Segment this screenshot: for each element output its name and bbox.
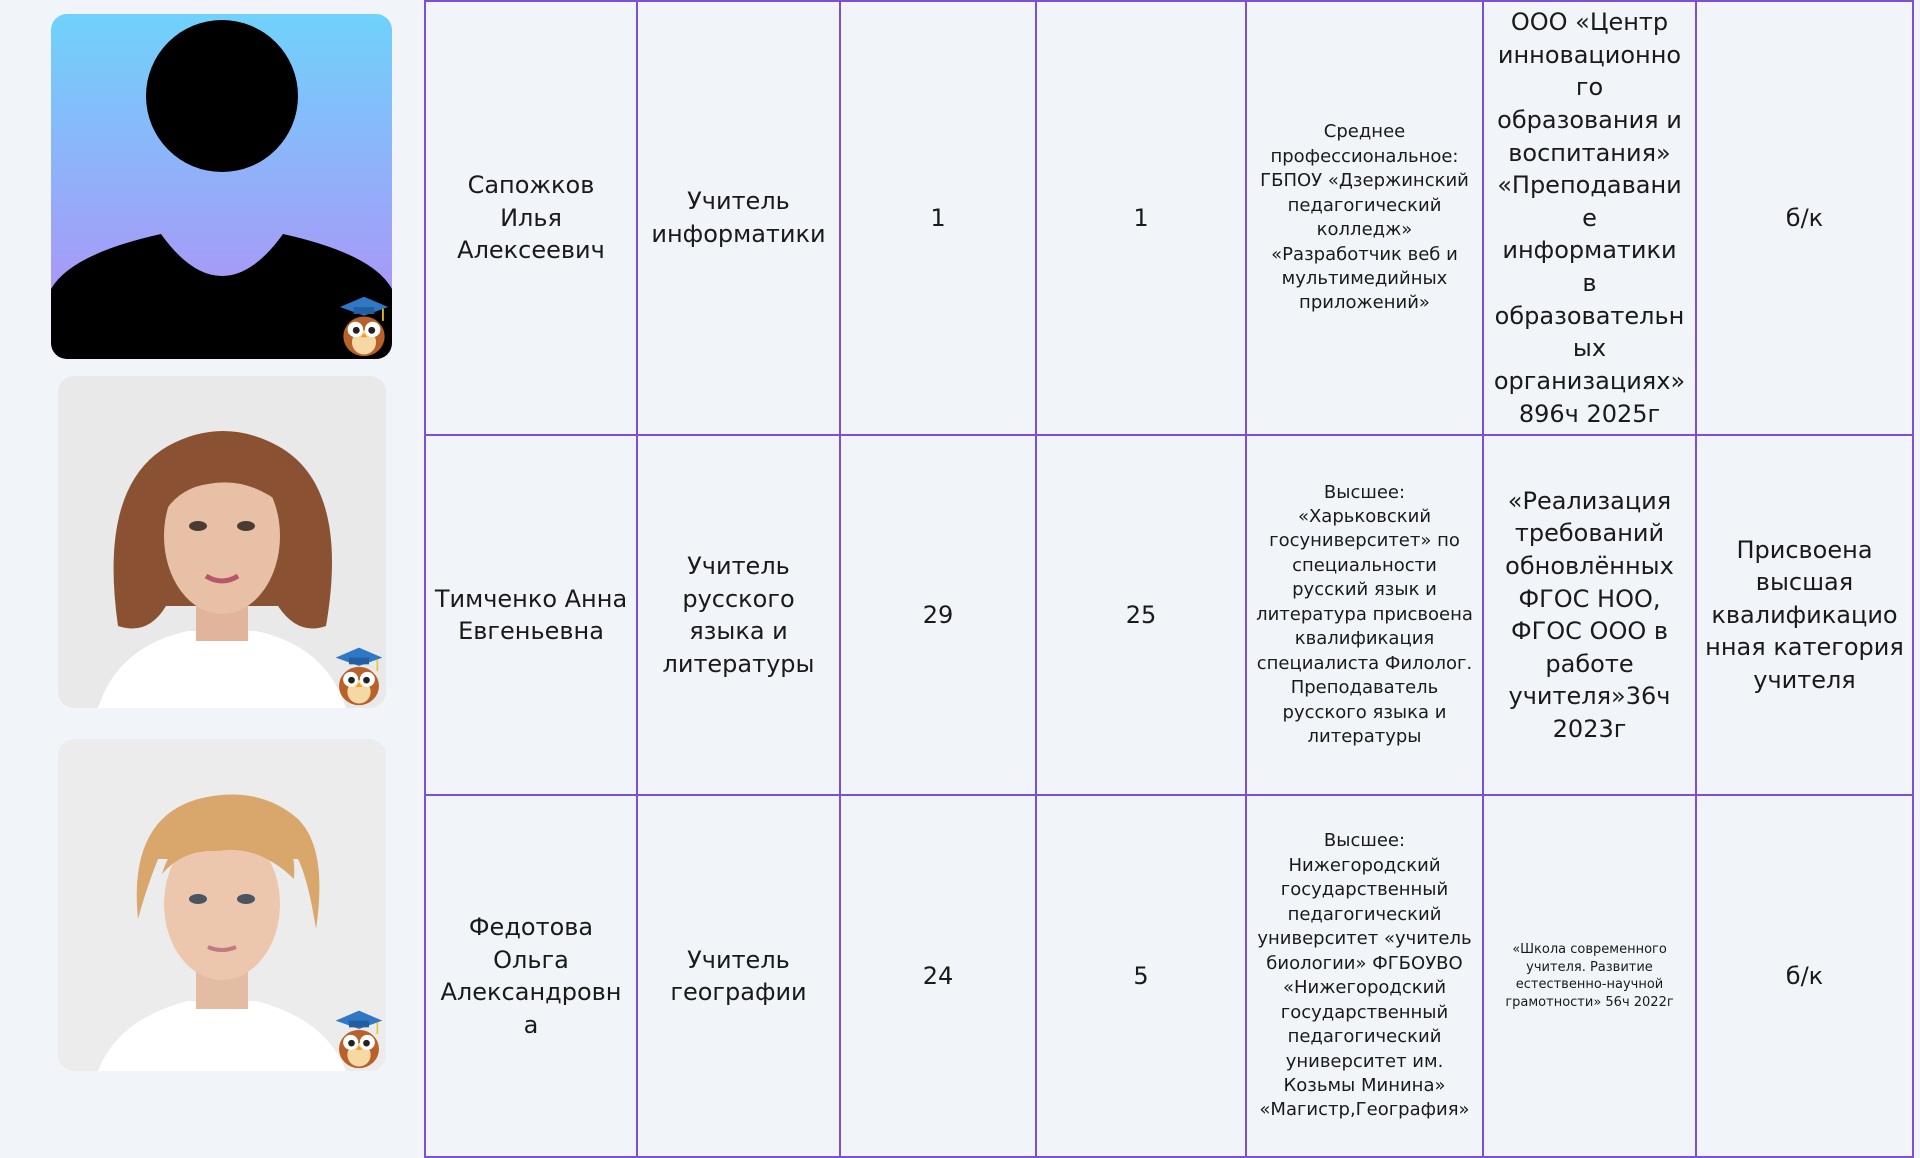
teacher-photo-3: [58, 739, 386, 1071]
table-row: [425, 1, 1913, 435]
total-experience: 1: [840, 1, 1036, 435]
category: б/к: [1696, 795, 1913, 1157]
courses: «Школа современного учителя. Развитие естественно-научной грамотности» 56ч 2022г: [1483, 795, 1696, 1157]
teaching-experience: 25: [1036, 435, 1246, 795]
total-experience: 24: [840, 795, 1036, 1157]
teacher-position: Учитель географии: [637, 795, 840, 1157]
owl-graduate-icon: [338, 295, 390, 357]
owl-graduate-icon: [334, 646, 384, 706]
courses: ООО «Центр инновационного образования и воспитания» «Преподавание информатики в образовательных организациях» 896ч 2025г: [1483, 1, 1696, 435]
teacher-position: Учитель информатики: [637, 1, 840, 435]
teacher-photo-2: [58, 376, 386, 708]
category: Присвоена высшая квалификационная категория учителя: [1696, 435, 1913, 795]
staff-table: [424, 0, 1914, 1158]
education: Среднее профессиональное: ГБПОУ «Дзержинский педагогический колледж» «Разработчик веб и мультимедийных приложений»: [1246, 1, 1483, 435]
teaching-experience: 1: [1036, 1, 1246, 435]
teacher-name: Федотова Ольга Александровна: [425, 795, 637, 1157]
table-row: [425, 795, 1913, 1157]
owl-graduate-icon: [334, 1009, 384, 1069]
table-row: [425, 435, 1913, 795]
category: б/к: [1696, 1, 1913, 435]
courses: «Реализация требований обновлённых ФГОС НОО, ФГОС ООО в работе учителя»36ч 2023г: [1483, 435, 1696, 795]
teaching-experience: 5: [1036, 795, 1246, 1157]
teacher-position: Учитель русского языка и литературы: [637, 435, 840, 795]
teacher-photo-1: [51, 14, 392, 359]
education: Высшее: Нижегородский государственный педагогический университет «учитель биологии» ФГБОУВО «Нижегородский государственный педагогический университет им. Козьмы Минина» «Магистр,География»: [1246, 795, 1483, 1157]
total-experience: 29: [840, 435, 1036, 795]
teacher-name: Тимченко Анна Евгеньевна: [425, 435, 637, 795]
education: Высшее: «Харьковский госуниверситет» по специальности русский язык и литература присвоена квалификация специалиста Филолог. Преподаватель русского языка и литературы: [1246, 435, 1483, 795]
teacher-name: Сапожков Илья Алексеевич: [425, 1, 637, 435]
